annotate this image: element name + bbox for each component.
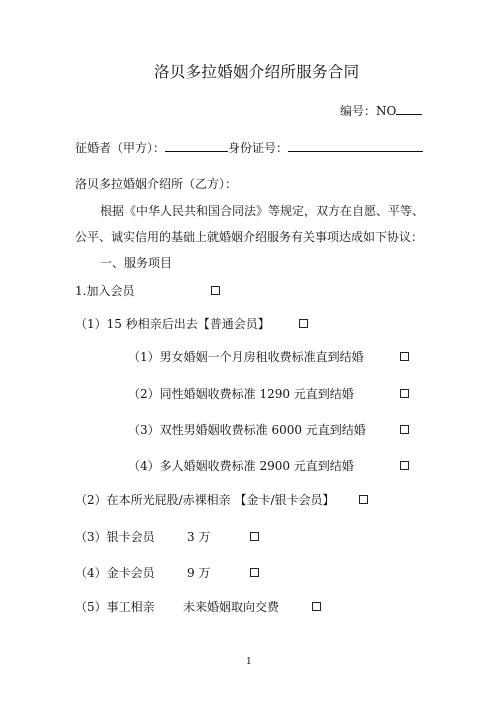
sub-item-1-checkbox[interactable] — [400, 352, 409, 361]
item-join-member: 1.加入会员 — [75, 284, 135, 298]
sub-item-3-checkbox[interactable] — [400, 425, 409, 434]
sub-item-3: （3）双性男婚姻收费标准 6000 元直到结婚 — [128, 423, 366, 437]
party-a-label: 征婚者（甲方）： — [75, 141, 166, 155]
item-silver-member-checkbox[interactable] — [250, 532, 259, 541]
id-number-label: 身份证号： — [228, 141, 289, 155]
item-service-meeting-checkbox[interactable] — [312, 602, 321, 611]
party-b-line: 洛贝多拉婚姻介绍所（乙方）： — [75, 177, 238, 191]
sub-item-1: （1）男女婚姻一个月房租收费标准直到结婚 — [128, 350, 364, 364]
item-regular-member: （1）15 秒相亲后出去【普通会员】 — [75, 317, 270, 331]
id-number-blank — [288, 140, 423, 152]
item-regular-member-checkbox[interactable] — [299, 319, 308, 328]
item-silver-member-fee: 3 万 — [187, 530, 211, 544]
sub-item-2: （2）同性婚姻收费标准 1290 元直到结婚 — [128, 387, 354, 401]
item-silver-member: （3）银卡会员 — [75, 530, 155, 544]
item-service-meeting-fee: 未来婚姻取向交费 — [183, 600, 280, 614]
item-gold-silver-meeting-checkbox[interactable] — [359, 495, 368, 504]
item-service-meeting: （5）事工相亲 — [75, 600, 155, 614]
preamble-line-1: 根据《中华人民共和国合同法》等规定，双方在自愿、平等、 — [100, 204, 425, 218]
contract-number-label: 编号：NO — [340, 104, 397, 118]
section-heading-services: 一、服务项目 — [100, 256, 173, 270]
party-a-line — [75, 140, 423, 155]
page-number: 1 — [246, 657, 252, 667]
sub-item-4: （4）多人婚姻收费标准 2900 元直到结婚 — [128, 459, 354, 473]
item-gold-member-fee: 9 万 — [187, 566, 211, 580]
party-a-name-blank — [165, 140, 228, 152]
item-join-member-checkbox[interactable] — [211, 286, 220, 295]
item-gold-member: （4）金卡会员 — [75, 566, 155, 580]
document-title: 洛贝多拉婚姻介绍所服务合同 — [154, 63, 360, 81]
sub-item-2-checkbox[interactable] — [400, 389, 409, 398]
contract-number — [340, 103, 422, 118]
item-gold-silver-meeting: （2）在本所光屁股/赤裸相亲 【金卡/银卡会员】 — [75, 493, 335, 507]
sub-item-4-checkbox[interactable] — [400, 461, 409, 470]
contract-number-blank — [396, 103, 422, 115]
item-gold-member-checkbox[interactable] — [250, 568, 259, 577]
preamble-line-2: 公平、诚实信用的基础上就婚姻介绍服务有关事项达成如下协议： — [75, 230, 424, 244]
